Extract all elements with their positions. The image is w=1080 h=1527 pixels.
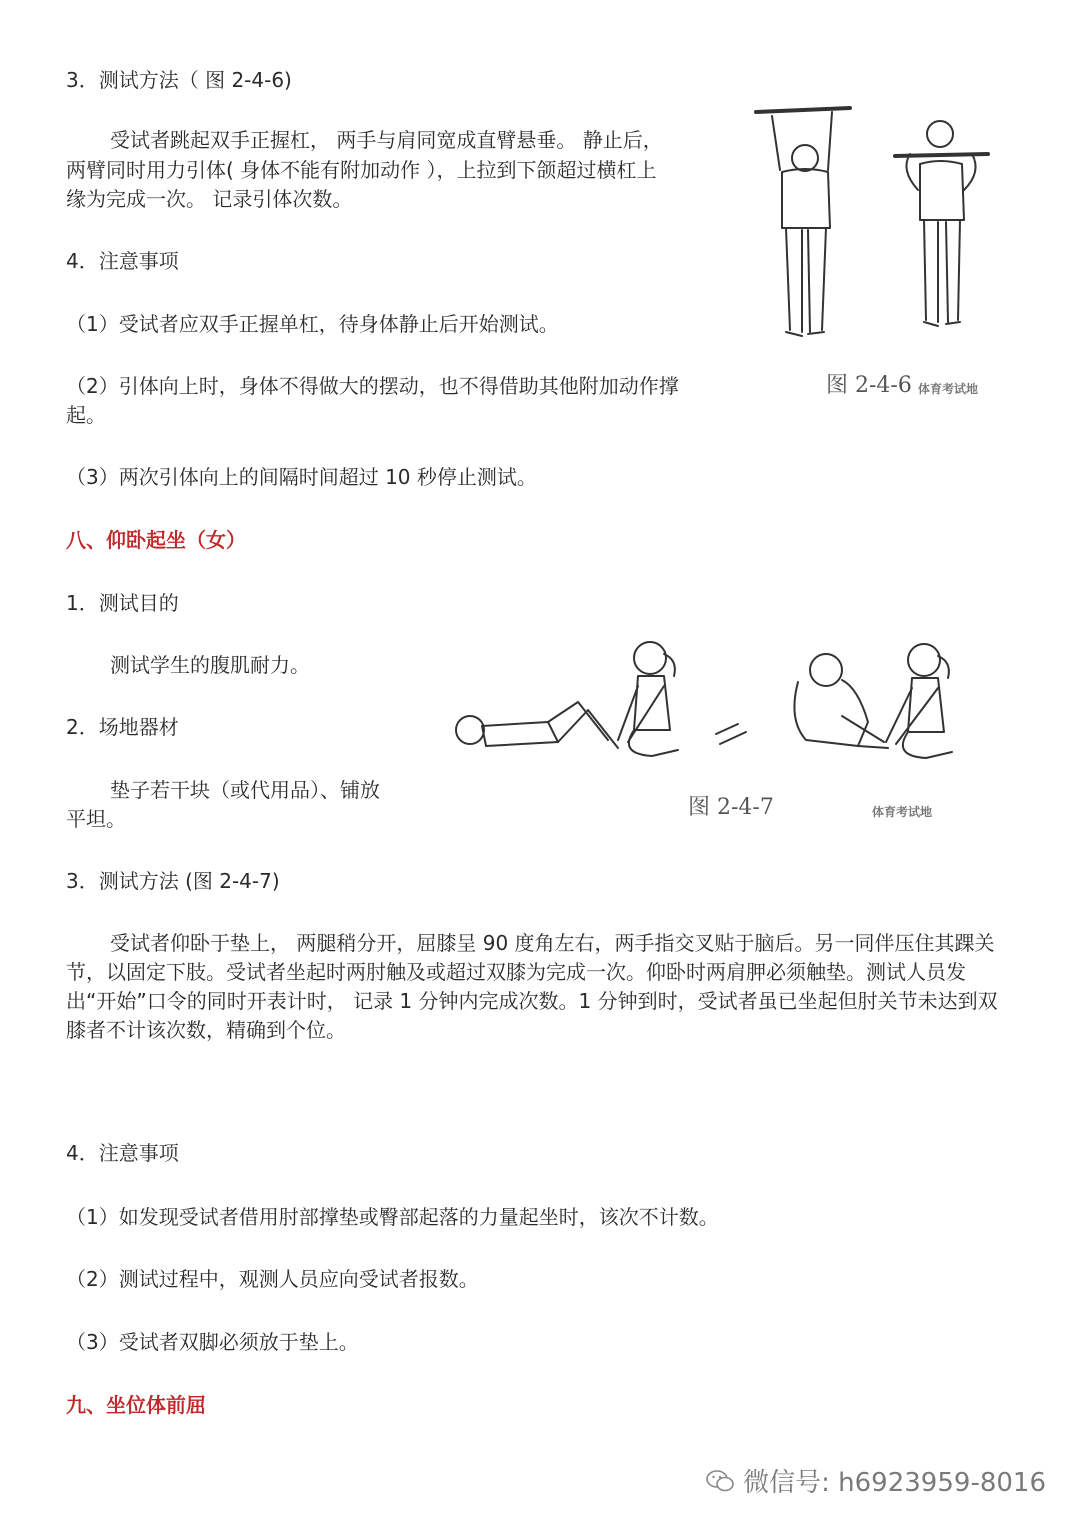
method-line-2: 两臂同时用力引体( 身体不能有附加动作 ），上拉到下颌超过横杠上 <box>66 158 657 182</box>
figure-watermark-2-4-7: 体育考试地 <box>872 805 933 819</box>
pulling-arms <box>906 154 975 190</box>
purpose-text: 测试学生的腹肌耐力。 <box>110 653 310 677</box>
helper-arms-2 <box>886 688 938 744</box>
hanging-head <box>792 145 818 171</box>
method-text-situp: 受试者仰卧于垫上， 两腿稍分开，屈膝呈 90 度角左右，两手指交叉贴于脑后。另一同伴压住其踝关节，以固定下肢。受试者坐起时两肘触及或超过双膝为完成一次。仰卧时两肩胛必须触垫。测试人员发出“开始”口令的同时开表计时， 记录 1 分钟内完成次数。1 分钟到时，受试者虽已坐起但肘关节未达到双膝者不计该次数，精确到个位。 <box>66 931 998 1042</box>
figure-caption-2-4-7: 图 2-4-7 <box>688 795 774 820</box>
situp-note-1: （1）如发现受试者借用肘部撑垫或臀部起落的力量起坐时，该次不计数。 <box>66 1205 719 1229</box>
section-title-sit-ups: 八、仰卧起坐（女） <box>66 528 246 552</box>
situp-body <box>794 680 868 746</box>
note-1: （1）受试者应双手正握单杠，待身体静止后开始测试。 <box>66 312 559 336</box>
method-heading-situp: 3．测试方法 (图 2-4-7) <box>66 869 280 893</box>
situp-illustration <box>438 630 978 780</box>
note-3: （3）两次引体向上的间隔时间超过 10 秒停止测试。 <box>66 465 537 489</box>
section-title-sit-and-reach: 九、坐位体前屈 <box>66 1393 206 1417</box>
notes-heading-situp: 4．注意事项 <box>66 1141 179 1165</box>
hanging-feet <box>786 332 824 336</box>
note-2-line-1: （2）引体向上时，身体不得做大的摆动，也不得借助其他附加动作撑 <box>66 374 679 398</box>
situp-legs <box>842 716 888 748</box>
motion-lines <box>716 724 746 744</box>
bar-left <box>756 108 850 112</box>
pulling-torso <box>920 161 964 220</box>
figure-caption-2-4-6: 图 2-4-6 <box>826 373 912 398</box>
helper-legs-2 <box>903 732 952 758</box>
lying-body <box>482 722 558 746</box>
situp-head <box>810 654 842 686</box>
helper-head-2 <box>908 644 940 676</box>
figure-watermark-2-4-6: 体育考试地 <box>918 382 979 396</box>
hanging-arms <box>772 112 832 170</box>
wechat-id: 微信号: h6923959-8016 <box>743 1468 1046 1498</box>
hanging-torso <box>782 169 830 228</box>
method-heading: 3．测试方法（ 图 2-4-6) <box>66 68 292 92</box>
equipment-line-1: 垫子若干块（或代用品）、铺放 <box>110 778 380 802</box>
helper-arms-1 <box>618 686 664 742</box>
notes-heading: 4．注意事项 <box>66 249 179 273</box>
note-2-line-2: 起。 <box>66 403 106 427</box>
lying-legs <box>548 702 618 748</box>
helper-head-1 <box>634 642 666 674</box>
pulling-feet <box>924 322 960 326</box>
lying-head <box>456 716 484 744</box>
situp-note-3: （3）受试者双脚必须放于垫上。 <box>66 1330 359 1354</box>
pulling-legs <box>924 220 960 322</box>
wechat-icon <box>705 1468 735 1494</box>
method-line-3: 缘为完成一次。 记录引体次数。 <box>66 187 353 211</box>
purpose-heading: 1．测试目的 <box>66 591 179 615</box>
helper-legs-1 <box>629 730 678 756</box>
pullup-illustration <box>750 100 1050 360</box>
pulling-head <box>927 121 953 147</box>
equipment-heading: 2．场地器材 <box>66 715 179 739</box>
situp-note-2: （2）测试过程中，观测人员应向受试者报数。 <box>66 1267 479 1291</box>
hanging-legs <box>786 228 826 332</box>
wechat-footer <box>705 1462 1046 1499</box>
method-line-1: 受试者跳起双手正握杠， 两手与肩同宽成直臂悬垂。 静止后， <box>110 128 663 152</box>
equipment-line-2: 平坦。 <box>66 807 126 831</box>
